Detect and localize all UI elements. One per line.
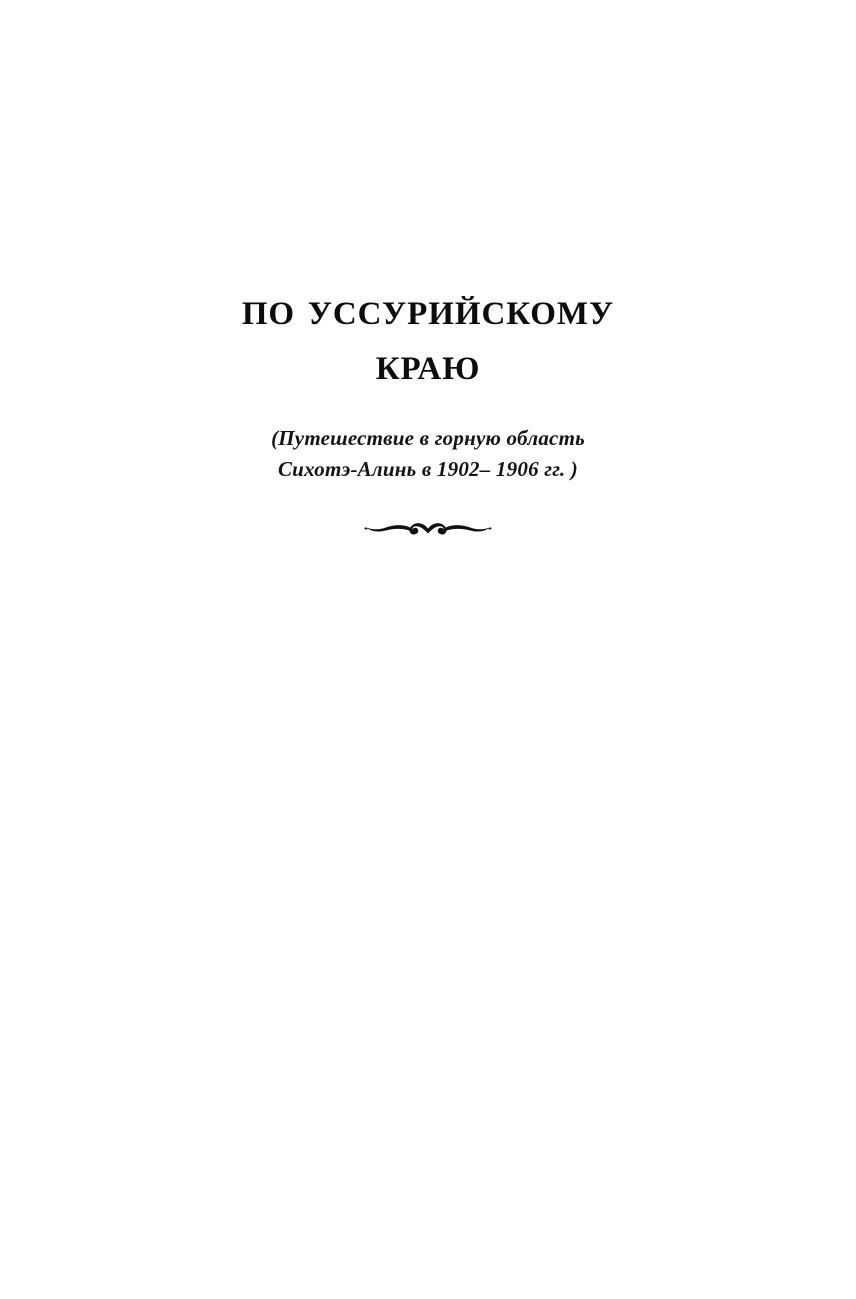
page-subtitle-line-2: Сихотэ-Алинь в 1902– 1906 гг. ): [277, 457, 579, 482]
page-subtitle-line-1: (Путешествие в горную область: [271, 425, 585, 450]
page-title: [0, 282, 856, 393]
title-block: [0, 282, 856, 546]
page-title-line-1: по уссурийскому: [241, 283, 615, 335]
page-title-line-2: краю: [375, 338, 481, 391]
flourish-divider-ornament-icon: [363, 512, 493, 546]
page-subtitle: [0, 423, 856, 486]
